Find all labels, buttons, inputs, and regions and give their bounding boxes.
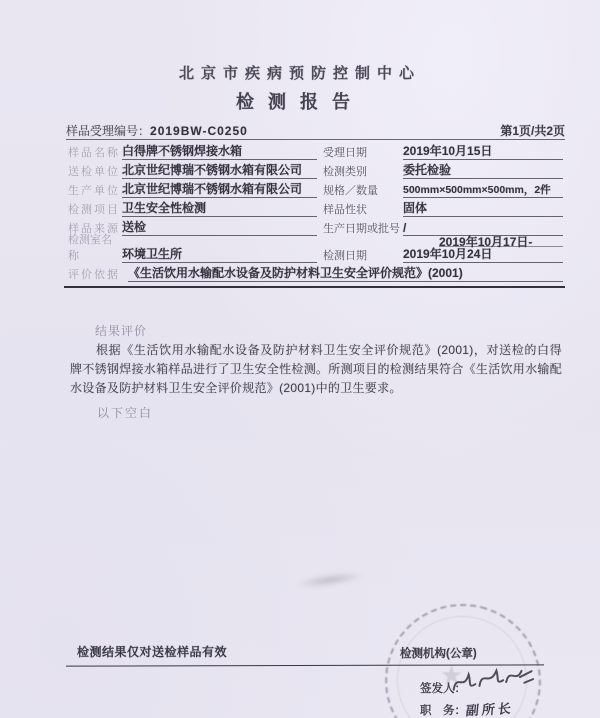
field-value-lab-name: 环境卫生所 xyxy=(122,245,317,263)
field-value-test-date-end: 2019年10月24日 xyxy=(403,245,563,263)
field-label-test-category: 检测类别 xyxy=(323,166,367,178)
field-label-test-date: 检测日期 xyxy=(323,250,367,262)
field-value-test-date-start: 2019年10月17日- xyxy=(439,233,563,247)
accept-number-field xyxy=(66,122,500,139)
field-value-evaluation-basis: 《生活饮用水输配水设备及防护材料卫生安全评价规范》(2001) xyxy=(128,264,563,282)
section-divider-rule xyxy=(64,286,565,288)
results-paragraph: 根据《生活饮用水输配水设备及防护材料卫生安全评价规范》(2001)，对送检的白得牌不锈钢焊接水箱样品进行了卫生安全性检测。所测项目的检测结果符合《生活饮用水输配水设备及防护材料卫生安全评价规范》(2001)中的卫生要求。 xyxy=(70,343,563,395)
field-value-spec-quantity: 500mm×500mm×500mm，2件 xyxy=(403,182,563,198)
org-title: 北京市疾病预防控制中心 xyxy=(178,65,421,82)
end-of-content-note: 以下空白 xyxy=(97,406,154,420)
field-value-submitting-unit: 北京世纪博瑞不锈钢水箱有限公司 xyxy=(122,161,317,179)
field-value-accept-date: 2019年10月15日 xyxy=(403,142,563,160)
position-row xyxy=(420,699,514,718)
field-value-test-item: 卫生安全性检测 xyxy=(122,199,317,217)
field-label-batch-number: 生产日期或批号 xyxy=(323,223,400,235)
paper-smudge xyxy=(295,569,366,591)
field-label-submitting-unit: 送检单位 xyxy=(68,166,120,178)
seal-star-icon: ★ xyxy=(440,660,464,690)
field-value-sample-source: 送检 xyxy=(122,218,317,236)
field-label-spec-quantity: 规格／数量 xyxy=(323,185,378,197)
field-value-manufacturer: 北京世纪博瑞不锈钢水箱有限公司 xyxy=(122,180,317,198)
issuer-signature xyxy=(447,660,537,698)
field-label-manufacturer: 生产单位 xyxy=(68,185,120,197)
form-row-manufacturer xyxy=(68,183,563,198)
field-value-batch-number: / xyxy=(403,221,563,236)
form-row-test-item xyxy=(68,202,563,217)
form-row-evaluation-basis xyxy=(68,267,563,282)
field-value-sample-name: 白得牌不锈钢焊接水箱 xyxy=(122,142,317,160)
field-label-test-item: 检测项目 xyxy=(68,204,120,216)
position-value: 副所长 xyxy=(465,700,515,718)
header-line xyxy=(66,122,565,140)
field-value-sample-state: 固体 xyxy=(403,199,563,217)
issuer-label: 签发人： xyxy=(420,683,466,695)
field-value-test-category: 委托检验 xyxy=(403,161,563,179)
field-label-sample-state: 样品性状 xyxy=(323,204,367,216)
form-row-sample-name xyxy=(68,145,563,160)
results-heading: 结果评价 xyxy=(95,324,148,338)
page-indicator: 第1页/共2页 xyxy=(500,124,565,138)
field-label-evaluation-basis: 评价依据 xyxy=(68,269,120,281)
field-label-accept-date: 受理日期 xyxy=(323,147,367,159)
field-label-sample-name: 样品名称 xyxy=(68,147,120,159)
report-title: 检测报告 xyxy=(236,92,364,112)
validity-note: 检测结果仅对送检样品有效 xyxy=(77,645,228,659)
accept-number-label: 样品受理编号： xyxy=(66,124,151,138)
accept-number: 2019BW-C0250 xyxy=(150,124,248,138)
seal-label: 检测机构(公章) xyxy=(400,648,477,660)
field-label-sample-source: 样品来源 xyxy=(68,223,120,235)
position-label: 职 务： xyxy=(420,705,466,717)
field-label-lab-name: 检测室名称 xyxy=(68,234,112,262)
form-row-submitting-unit xyxy=(68,164,563,179)
